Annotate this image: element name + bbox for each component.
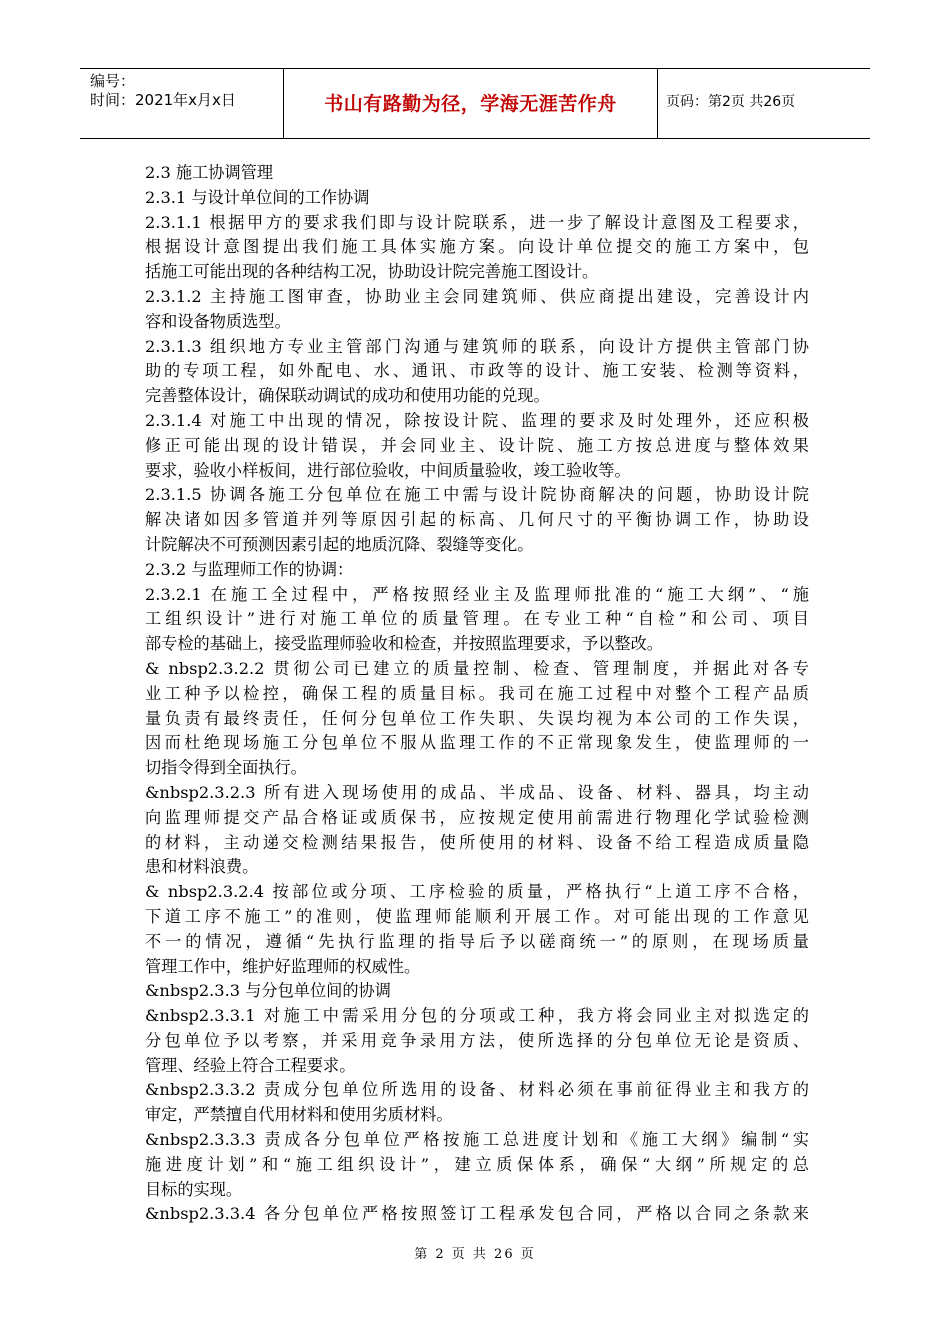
text-line: 切指令得到全面执行。	[145, 758, 307, 778]
text-line: 计院解决不可预测因素引起的地质沉降、裂缝等变化。	[145, 534, 534, 554]
text-line: 分包单位予以考察，并采用竞争录用方法，使所选择的分包单位无论是资质、	[145, 1030, 809, 1050]
text-line: 不一的情况，遵循“先执行监理的指导后予以磋商统一”的原则，在现场质量	[145, 931, 809, 951]
text-line: &nbsp2.3.2.3 所有进入现场使用的成品、半成品、设备、材料、器具，均主动	[145, 782, 809, 802]
text-line: 2.3.1.5 协调各施工分包单位在施工中需与设计院协商解决的问题，协助设计院	[145, 485, 809, 505]
text-line: 的材料，主动递交检测结果报告，使所使用的材料、设备不给工程造成质量隐	[145, 832, 809, 852]
text-line: 2.3.1.2 主持施工图审查，协助业主会同建筑师、供应商提出建设，完善设计内	[145, 286, 809, 306]
header-motto-cell	[284, 69, 658, 138]
text-line: &nbsp2.3.3.2 责成分包单位所选用的设备、材料必须在事前征得业主和我方的	[145, 1080, 809, 1100]
text-line: 容和设备物质选型。	[145, 311, 291, 331]
header-page-cell	[658, 69, 870, 138]
text-line: 业工种予以检控，确保工程的质量目标。我司在施工过程中对整个工程产品质	[145, 683, 809, 703]
text-line: &nbsp2.3.3.1 对施工中需采用分包的分项或工种，我方将会同业主对拟选定的	[145, 1006, 809, 1026]
text-line: &nbsp2.3.3.4 各分包单位严格按照签订工程承发包合同，严格以合同之条款来	[145, 1204, 809, 1224]
text-line: 要求，验收小样板间，进行部位验收，中间质量验收，竣工验收等。	[145, 460, 631, 480]
text-line: 2.3.1.1 根据甲方的要求我们即与设计院联系，进一步了解设计意图及工程要求，	[145, 212, 809, 232]
text-line: 工组织设计”进行对施工单位的质量管理。在专业工种“自检”和公司、项目	[145, 609, 809, 629]
text-line: 施进度计划”和“施工组织设计”，建立质保体系，确保“大纲”所规定的总	[145, 1154, 809, 1174]
text-line: 部专检的基础上，接受监理师验收和检查，并按照监理要求，予以整改。	[145, 634, 663, 654]
document-time-label: 时间：2021年x月x日	[90, 91, 236, 109]
text-line: 下道工序不施工”的准则，使监理师能顺利开展工作。对可能出现的工作意见	[145, 906, 809, 926]
text-line: 完善整体设计，确保联动调试的成功和使用功能的兑现。	[145, 386, 550, 406]
text-line: 量负责有最终责任，任何分包单位工作失职、失误均视为本公司的工作失误，	[145, 708, 809, 728]
text-line: &nbsp2.3.3 与分包单位间的协调	[145, 981, 391, 1001]
text-line: 括施工可能出现的各种结构工况，协助设计院完善施工图设计。	[145, 262, 599, 282]
text-line: 修正可能出现的设计错误，并会同业主、设计院、施工方按总进度与整体效果	[145, 435, 809, 455]
page-footer: 第 2 页 共 26 页	[414, 1247, 536, 1262]
text-line: 目标的实现。	[145, 1179, 243, 1199]
text-line: 助的专项工程，如外配电、水、通讯、市政等的设计、施工安装、检测等资料，	[145, 361, 809, 381]
text-line: 2.3.1.4 对施工中出现的情况，除按设计院、监理的要求及时处理外，还应积极	[145, 410, 809, 430]
text-line: & nbsp2.3.2.4 按部位或分项、工序检验的质量，严格执行“上道工序不合格，	[145, 882, 809, 902]
page-header	[80, 68, 870, 139]
document-body	[145, 161, 809, 1227]
text-line: 因而杜绝现场施工分包单位不服从监理工作的不正常现象发生，使监理师的一	[145, 733, 809, 753]
text-line: 2.3.2.1 在施工全过程中，严格按照经业主及监理师批准的“施工大纲”、“施	[145, 584, 809, 604]
header-motto: 书山有路勤为径，学海无涯苦作舟	[324, 93, 617, 115]
text-line: 管理工作中，维护好监理师的权威性。	[145, 956, 421, 976]
text-line: 2.3.2 与监理师工作的协调：	[145, 559, 354, 579]
text-line: 向监理师提交产品合格证或质保书，应按规定使用前需进行物理化学试验检测	[145, 807, 809, 827]
header-page-number: 页码：第2页 共26页	[666, 94, 796, 110]
text-line: 2.3.1 与设计单位间的工作协调	[145, 187, 370, 207]
text-line: 管理、经验上符合工程要求。	[145, 1055, 356, 1075]
document-number-label: 编号：	[90, 72, 136, 90]
text-line: 2.3.1.3 组织地方专业主管部门沟通与建筑师的联系，向设计方提供主管部门协	[145, 336, 809, 356]
text-line: &nbsp2.3.3.3 责成各分包单位严格按施工总进度计划和《施工大纲》编制“实	[145, 1130, 809, 1150]
header-meta-cell	[80, 69, 284, 138]
text-line: 解决诸如因多管道并列等原因引起的标高、几何尺寸的平衡协调工作，协助设	[145, 510, 809, 530]
text-line: 2.3 施工协调管理	[145, 163, 274, 182]
text-line: 根据设计意图提出我们施工具体实施方案。向设计单位提交的施工方案中，包	[145, 237, 809, 257]
text-line: 患和材料浪费。	[145, 857, 259, 877]
text-line: 审定，严禁擅自代用材料和使用劣质材料。	[145, 1105, 453, 1125]
text-line: & nbsp2.3.2.2 贯彻公司已建立的质量控制、检查、管理制度，并据此对各专	[145, 658, 809, 678]
